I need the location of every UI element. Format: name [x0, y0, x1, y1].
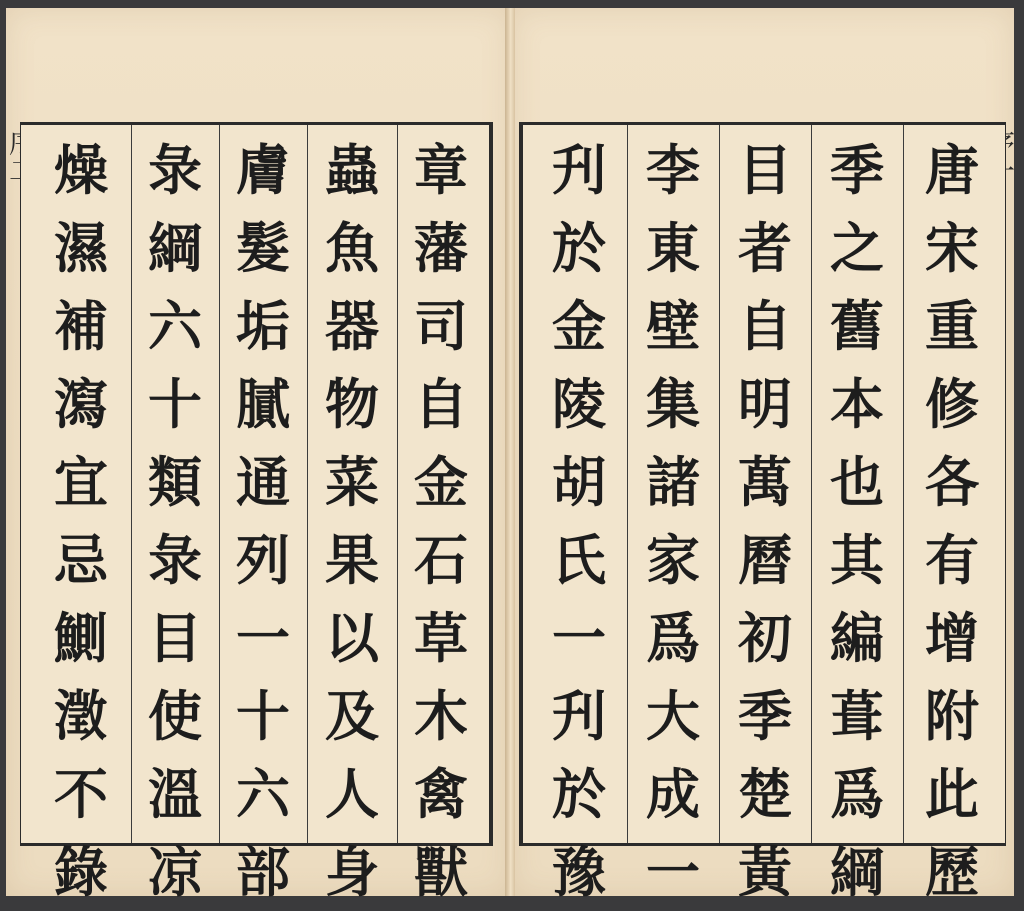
glyph: 於 [552, 216, 606, 280]
glyph: 濕 [54, 216, 108, 280]
glyph: 氏 [552, 528, 606, 592]
glyph: 膩 [236, 372, 290, 436]
glyph: 禽 [414, 762, 468, 826]
glyph: 也 [830, 450, 884, 514]
glyph: 一 [646, 840, 700, 904]
glyph: 成 [646, 762, 700, 826]
glyph: 綱 [830, 840, 884, 904]
glyph: 列 [236, 528, 290, 592]
glyph: 刋 [552, 138, 606, 202]
glyph: 綱 [148, 216, 202, 280]
glyph: 舊 [830, 294, 884, 358]
glyph: 菜 [325, 450, 379, 514]
glyph: 獸 [414, 840, 468, 904]
glyph: 修 [925, 372, 979, 436]
left-column-3 [219, 125, 307, 904]
glyph: 諸 [646, 450, 700, 514]
glyph: 六 [148, 294, 202, 358]
right-column-5 [903, 125, 1001, 904]
glyph: 者 [738, 216, 792, 280]
glyph: 宋 [925, 216, 979, 280]
left-column-5 [397, 125, 485, 904]
book-gutter [505, 8, 515, 896]
glyph: 膚 [236, 138, 290, 202]
glyph: 胡 [552, 450, 606, 514]
glyph: 附 [925, 684, 979, 748]
glyph: 澂 [54, 684, 108, 748]
glyph: 十 [148, 372, 202, 436]
glyph: 草 [414, 606, 468, 670]
glyph: 編 [830, 606, 884, 670]
glyph: 蟲 [325, 138, 379, 202]
glyph: 自 [414, 372, 468, 436]
glyph: 各 [925, 450, 979, 514]
glyph: 增 [925, 606, 979, 670]
glyph: 金 [552, 294, 606, 358]
glyph: 有 [925, 528, 979, 592]
right-text-frame [519, 122, 1006, 904]
left-column-1 [39, 125, 123, 904]
glyph: 目 [148, 606, 202, 670]
glyph: 家 [646, 528, 700, 592]
glyph: 不 [54, 762, 108, 826]
glyph: 一 [552, 606, 606, 670]
glyph: 器 [325, 294, 379, 358]
glyph: 部 [236, 840, 290, 904]
right-column-3 [719, 125, 811, 904]
glyph: 歷 [925, 840, 979, 904]
glyph: 陵 [552, 372, 606, 436]
glyph: 楚 [738, 762, 792, 826]
glyph: 本 [830, 372, 884, 436]
glyph: 魚 [325, 216, 379, 280]
glyph: 鰂 [54, 606, 108, 670]
glyph: 壁 [646, 294, 700, 358]
glyph: 金 [414, 450, 468, 514]
left-text-frame [20, 122, 493, 904]
glyph: 自 [738, 294, 792, 358]
glyph: 大 [646, 684, 700, 748]
glyph: 爲 [830, 762, 884, 826]
glyph: 石 [414, 528, 468, 592]
glyph: 明 [738, 372, 792, 436]
glyph: 身 [325, 840, 379, 904]
glyph: 木 [414, 684, 468, 748]
glyph: 此 [925, 762, 979, 826]
left-column-4 [307, 125, 397, 904]
glyph: 彔 [148, 528, 202, 592]
glyph: 刋 [552, 684, 606, 748]
glyph: 一 [236, 606, 290, 670]
glyph: 之 [830, 216, 884, 280]
glyph: 季 [738, 684, 792, 748]
glyph: 類 [148, 450, 202, 514]
glyph: 其 [830, 528, 884, 592]
glyph: 忌 [54, 528, 108, 592]
glyph: 十 [236, 684, 290, 748]
glyph: 髮 [236, 216, 290, 280]
right-column-2 [627, 125, 719, 904]
glyph: 及 [325, 684, 379, 748]
glyph: 爲 [646, 606, 700, 670]
glyph: 司 [414, 294, 468, 358]
glyph: 物 [325, 372, 379, 436]
glyph: 章 [414, 138, 468, 202]
glyph: 東 [646, 216, 700, 280]
glyph: 曆 [738, 528, 792, 592]
glyph: 以 [325, 606, 379, 670]
glyph: 唐 [925, 138, 979, 202]
glyph: 集 [646, 372, 700, 436]
glyph: 季 [830, 138, 884, 202]
glyph: 於 [552, 762, 606, 826]
glyph: 彔 [148, 138, 202, 202]
glyph: 宜 [54, 450, 108, 514]
glyph: 果 [325, 528, 379, 592]
glyph: 黃 [738, 840, 792, 904]
glyph: 人 [325, 762, 379, 826]
glyph: 重 [925, 294, 979, 358]
glyph: 凉 [148, 840, 202, 904]
glyph: 初 [738, 606, 792, 670]
glyph: 李 [646, 138, 700, 202]
left-column-2 [131, 125, 219, 904]
glyph: 萬 [738, 450, 792, 514]
right-column-1 [535, 125, 623, 904]
glyph: 葺 [830, 684, 884, 748]
glyph: 通 [236, 450, 290, 514]
glyph: 溫 [148, 762, 202, 826]
glyph: 豫 [552, 840, 606, 904]
right-column-4 [811, 125, 903, 904]
glyph: 補 [54, 294, 108, 358]
glyph: 瀉 [54, 372, 108, 436]
glyph: 燥 [54, 138, 108, 202]
glyph: 六 [236, 762, 290, 826]
glyph: 目 [738, 138, 792, 202]
glyph: 錄 [54, 840, 108, 904]
glyph: 藩 [414, 216, 468, 280]
glyph: 垢 [236, 294, 290, 358]
glyph: 使 [148, 684, 202, 748]
